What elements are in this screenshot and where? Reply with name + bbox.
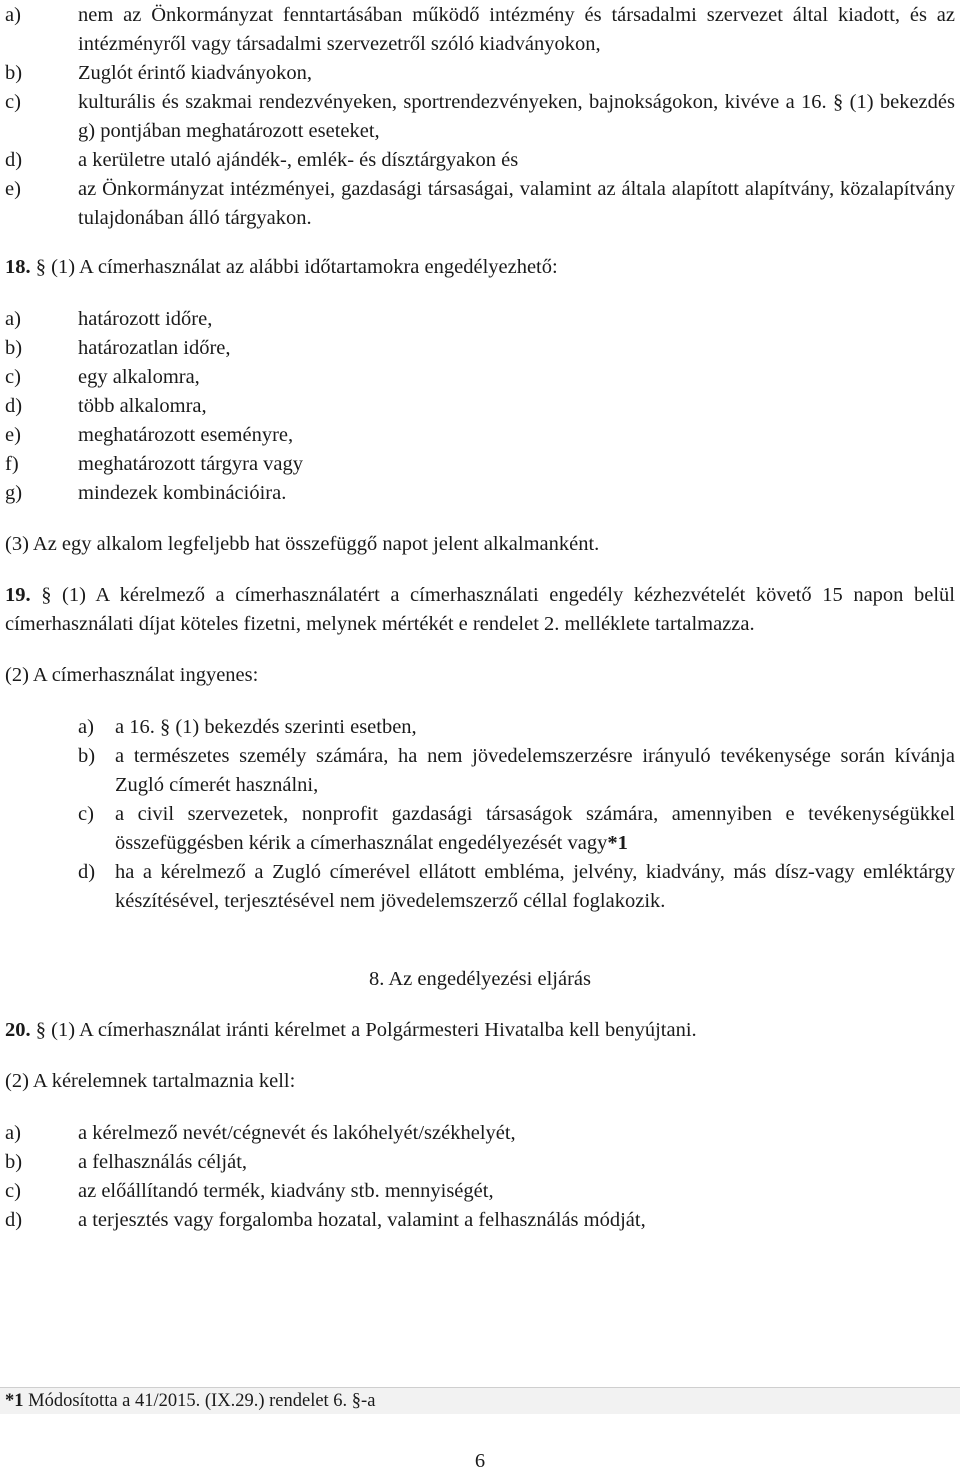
section-19-list — [5, 713, 955, 916]
list-item: b) a felhasználás célját, — [5, 1151, 248, 1173]
list-item: d) ha a kérelmező a Zugló címerével ellátott embléma, jelvény, kiadvány, más dísz-vagy emléktárgy készítésével, terjesztésével nem jövedelemszerző céllal foglakozik. — [78, 861, 955, 912]
section-19-paragraph-2: (2) A címerhasználat ingyenes: — [5, 664, 259, 686]
list-item: g) mindezek kombinációira. — [5, 482, 287, 504]
list-item: a) határozott időre, — [5, 308, 213, 330]
list-section-17 — [5, 1, 955, 233]
footnote-reference[interactable]: *1 — [607, 832, 628, 854]
list-item: b) határozatlan időre, — [5, 337, 231, 359]
section-18-list — [5, 305, 955, 508]
section-20-list — [5, 1119, 955, 1235]
footnote — [0, 1387, 960, 1414]
section-20-paragraph-2: (2) A kérelemnek tartalmaznia kell: — [5, 1070, 296, 1092]
list-item: e) az Önkormányzat intézményei, gazdasági társaságai, valamint az általa alapított alapítvány, közalapítvány tulajdonában álló tárgyakon. — [5, 178, 955, 229]
page-content — [5, 0, 955, 1235]
section-18-paragraph-3: (3) Az egy alkalom legfeljebb hat összefüggő napot jelent alkalmanként. — [5, 533, 600, 555]
list-item: c) a civil szervezetek, nonprofit gazdasági társaságok számára, amennyiben e tevékenységükkel összefüggésben kérik a címerhasználat engedélyezését vagy*1 — [78, 803, 955, 854]
footnote-text: Módosította a 41/2015. (IX.29.) rendelet 6. §-a — [23, 1391, 376, 1411]
section-19-paragraph-1: 19. § (1) A kérelmező a címerhasználatért a címerhasználati engedély kézhezvételét követő 15 napon belül címerhasználati díjat köteles fizetni, melynek mértékét e rendelet 2. melléklete tartalmazza. — [5, 584, 955, 635]
list-item: a) a kérelmező nevét/cégnevét és lakóhelyét/székhelyét, — [5, 1122, 516, 1144]
list-item: c) az előállítandó termék, kiadvány stb. mennyiségét, — [5, 1180, 494, 1202]
list-item: e) meghatározott eseményre, — [5, 424, 294, 446]
section-20-paragraph-1: 20. § (1) A címerhasználat iránti kérelmet a Polgármesteri Hivatalba kell benyújtani. — [5, 1019, 697, 1041]
footnote-mark: *1 — [5, 1391, 24, 1411]
list-item: d) a terjesztés vagy forgalomba hozatal, valamint a felhasználás módját, — [5, 1209, 646, 1231]
chapter-heading: 8. Az engedélyezési eljárás — [369, 968, 591, 990]
list-item: c) kulturális és szakmai rendezvényeken, sportrendezvényeken, bajnokságokon, kivéve a 16. § (1) bekezdés g) pontjában meghatározott eseteket, — [5, 91, 955, 142]
list-item: c) egy alkalomra, — [5, 366, 200, 388]
list-item: b) Zuglót érintő kiadványokon, — [5, 62, 312, 84]
list-item: b) a természetes személy számára, ha nem jövedelemszerzésre irányuló tevékenysége során kívánja Zugló címerét használni, — [78, 745, 955, 796]
list-item: d) a kerületre utaló ajándék-, emlék- és dísztárgyakon és — [5, 149, 519, 171]
list-item: d) több alkalomra, — [5, 395, 207, 417]
list-item: a) a 16. § (1) bekezdés szerinti esetben, — [78, 716, 417, 738]
page-number: 6 — [474, 1450, 486, 1472]
list-item: f) meghatározott tárgyra vagy — [5, 453, 304, 475]
section-18-paragraph-1: 18. § (1) A címerhasználat az alábbi időtartamokra engedélyezhető: — [5, 256, 558, 278]
list-item: a) nem az Önkormányzat fenntartásában működő intézmény és társadalmi szervezet által kiadott, és az intézményről vagy társadalmi szervezetről szóló kiadványokon, — [5, 4, 955, 55]
